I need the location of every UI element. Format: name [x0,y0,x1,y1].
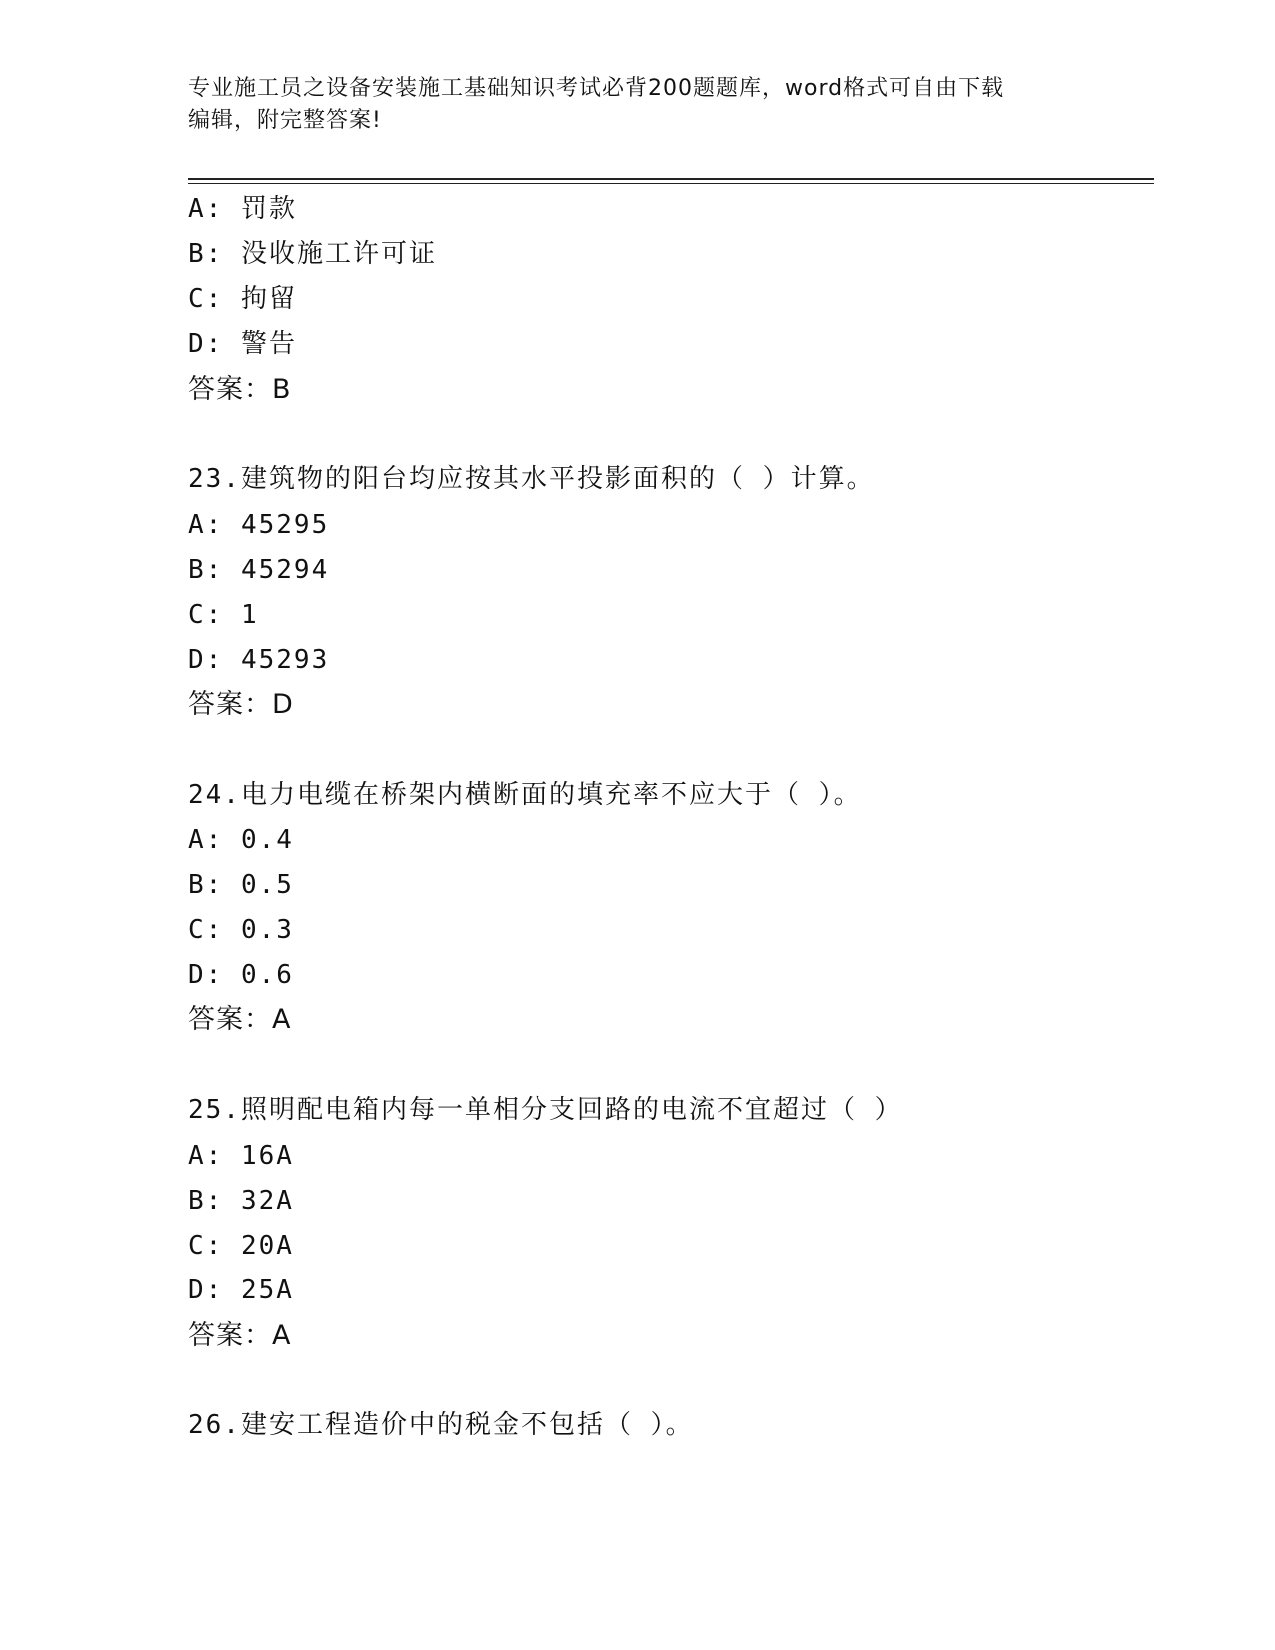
q25-option-a: A: 16A [188,1141,294,1171]
header-line-1: 专业施工员之设备安装施工基础知识考试必背200题题库，word格式可自由下载 [188,76,1005,101]
q23-option-d: D: 45293 [188,645,330,675]
q24-answer: 答案：A [188,1004,292,1035]
q22-option-a: A: 罚款 [188,194,297,224]
q23-answer: 答案：D [188,689,294,720]
header-rule-thin [188,183,1154,184]
header-rule-thick [188,178,1154,180]
q25-answer: 答案：A [188,1320,292,1351]
header-line-2: 编辑，附完整答案! [188,108,382,133]
q23-option-c: C: 1 [188,600,259,630]
q22-answer: 答案：B [188,374,292,405]
q26-question: 26.建安工程造价中的税金不包括（ ）。 [188,1410,694,1440]
q24-option-c: C: 0.3 [188,915,294,945]
q25-option-c: C: 20A [188,1231,294,1261]
q24-option-d: D: 0.6 [188,960,294,990]
document-header [188,73,1088,137]
q24-option-b: B: 0.5 [188,870,294,900]
q25-question: 25.照明配电箱内每一单相分支回路的电流不宜超过（ ） [188,1095,903,1125]
q24-question: 24.电力电缆在桥架内横断面的填充率不应大于（ ）。 [188,780,862,810]
q23-question: 23.建筑物的阳台均应按其水平投影面积的（ ）计算。 [188,464,875,494]
q25-option-b: B: 32A [188,1186,294,1216]
q22-option-b: B: 没收施工许可证 [188,239,437,269]
q23-option-a: A: 45295 [188,510,330,540]
q24-option-a: A: 0.4 [188,825,294,855]
q22-option-c: C: 拘留 [188,284,297,314]
q25-option-d: D: 25A [188,1275,294,1305]
q22-option-d: D: 警告 [188,329,297,359]
q23-option-b: B: 45294 [188,555,330,585]
